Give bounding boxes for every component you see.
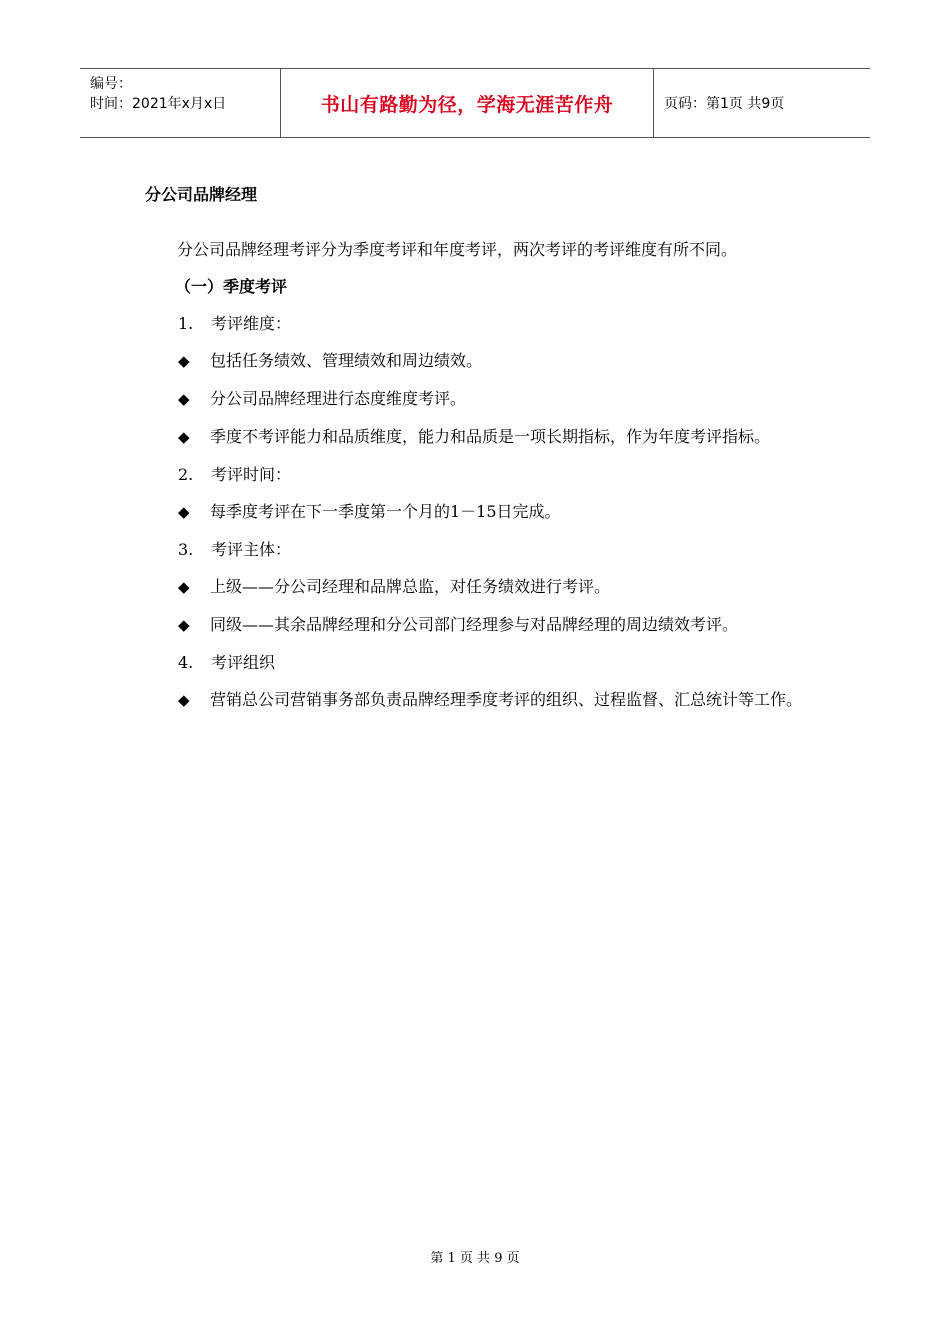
document-time-label: 时间：2021年x月x日 [90, 96, 227, 112]
section-title: 分公司品牌经理 [145, 185, 258, 204]
header-motto-cell [281, 69, 654, 137]
bullet-item [145, 568, 807, 606]
diamond-bullet-icon: ◆ [178, 616, 190, 634]
diamond-bullet-icon: ◆ [178, 352, 190, 370]
bullet-text: 分公司品牌经理进行态度维度考评。 [210, 389, 467, 408]
bullet-item [145, 380, 807, 418]
page-footer [0, 1247, 950, 1266]
bullet-text: 同级——其余品牌经理和分公司部门经理参与对品牌经理的周边绩效考评。 [210, 615, 739, 634]
document-body [145, 176, 807, 719]
motto-text: 书山有路勤为径，学海无涯苦作舟 [320, 93, 614, 116]
intro-paragraph: 分公司品牌经理考评分为季度考评和年度考评，两次考评的考评维度有所不同。 [177, 240, 738, 259]
numbered-item [145, 531, 807, 568]
item-label: 考评主体： [211, 540, 292, 559]
diamond-bullet-icon: ◆ [178, 390, 190, 408]
bullet-text: 季度不考评能力和品质维度，能力和品质是一项长期指标，作为年度考评指标。 [210, 427, 771, 446]
document-number-label: 编号： [90, 76, 132, 92]
bullet-item [145, 418, 807, 456]
item-number: 3. [178, 540, 194, 559]
header-table [80, 68, 870, 138]
numbered-item [145, 305, 807, 342]
diamond-bullet-icon: ◆ [178, 428, 190, 446]
item-label: 考评组织 [211, 653, 276, 672]
item-label: 考评时间： [211, 465, 292, 484]
item-number: 4. [178, 653, 194, 672]
diamond-bullet-icon: ◆ [178, 503, 190, 521]
bullet-text: 上级——分公司经理和品牌总监，对任务绩效进行考评。 [210, 577, 611, 596]
numbered-item [145, 644, 807, 681]
bullet-item [145, 493, 807, 531]
bullet-text: 营销总公司营销事务部负责品牌经理季度考评的组织、过程监督、汇总统计等工作。 [210, 690, 803, 709]
bullet-text: 包括任务绩效、管理绩效和周边绩效。 [210, 351, 483, 370]
bullet-item [145, 606, 807, 644]
diamond-bullet-icon: ◆ [178, 578, 190, 596]
header-page-label: 页码：第1页 共9页 [664, 96, 785, 112]
footer-page-number: 第 1 页 共 9 页 [430, 1251, 520, 1266]
diamond-bullet-icon: ◆ [178, 691, 190, 709]
header-meta-cell [80, 69, 281, 137]
item-number: 2. [178, 465, 194, 484]
item-label: 考评维度： [211, 314, 292, 333]
bullet-item [145, 342, 807, 380]
bullet-item [145, 681, 807, 719]
header-page-cell [654, 69, 870, 137]
bullet-text: 每季度考评在下一季度第一个月的1－15日完成。 [210, 502, 561, 521]
item-number: 1. [178, 314, 194, 333]
subsection-title: （一）季度考评 [175, 277, 288, 296]
numbered-item [145, 456, 807, 493]
